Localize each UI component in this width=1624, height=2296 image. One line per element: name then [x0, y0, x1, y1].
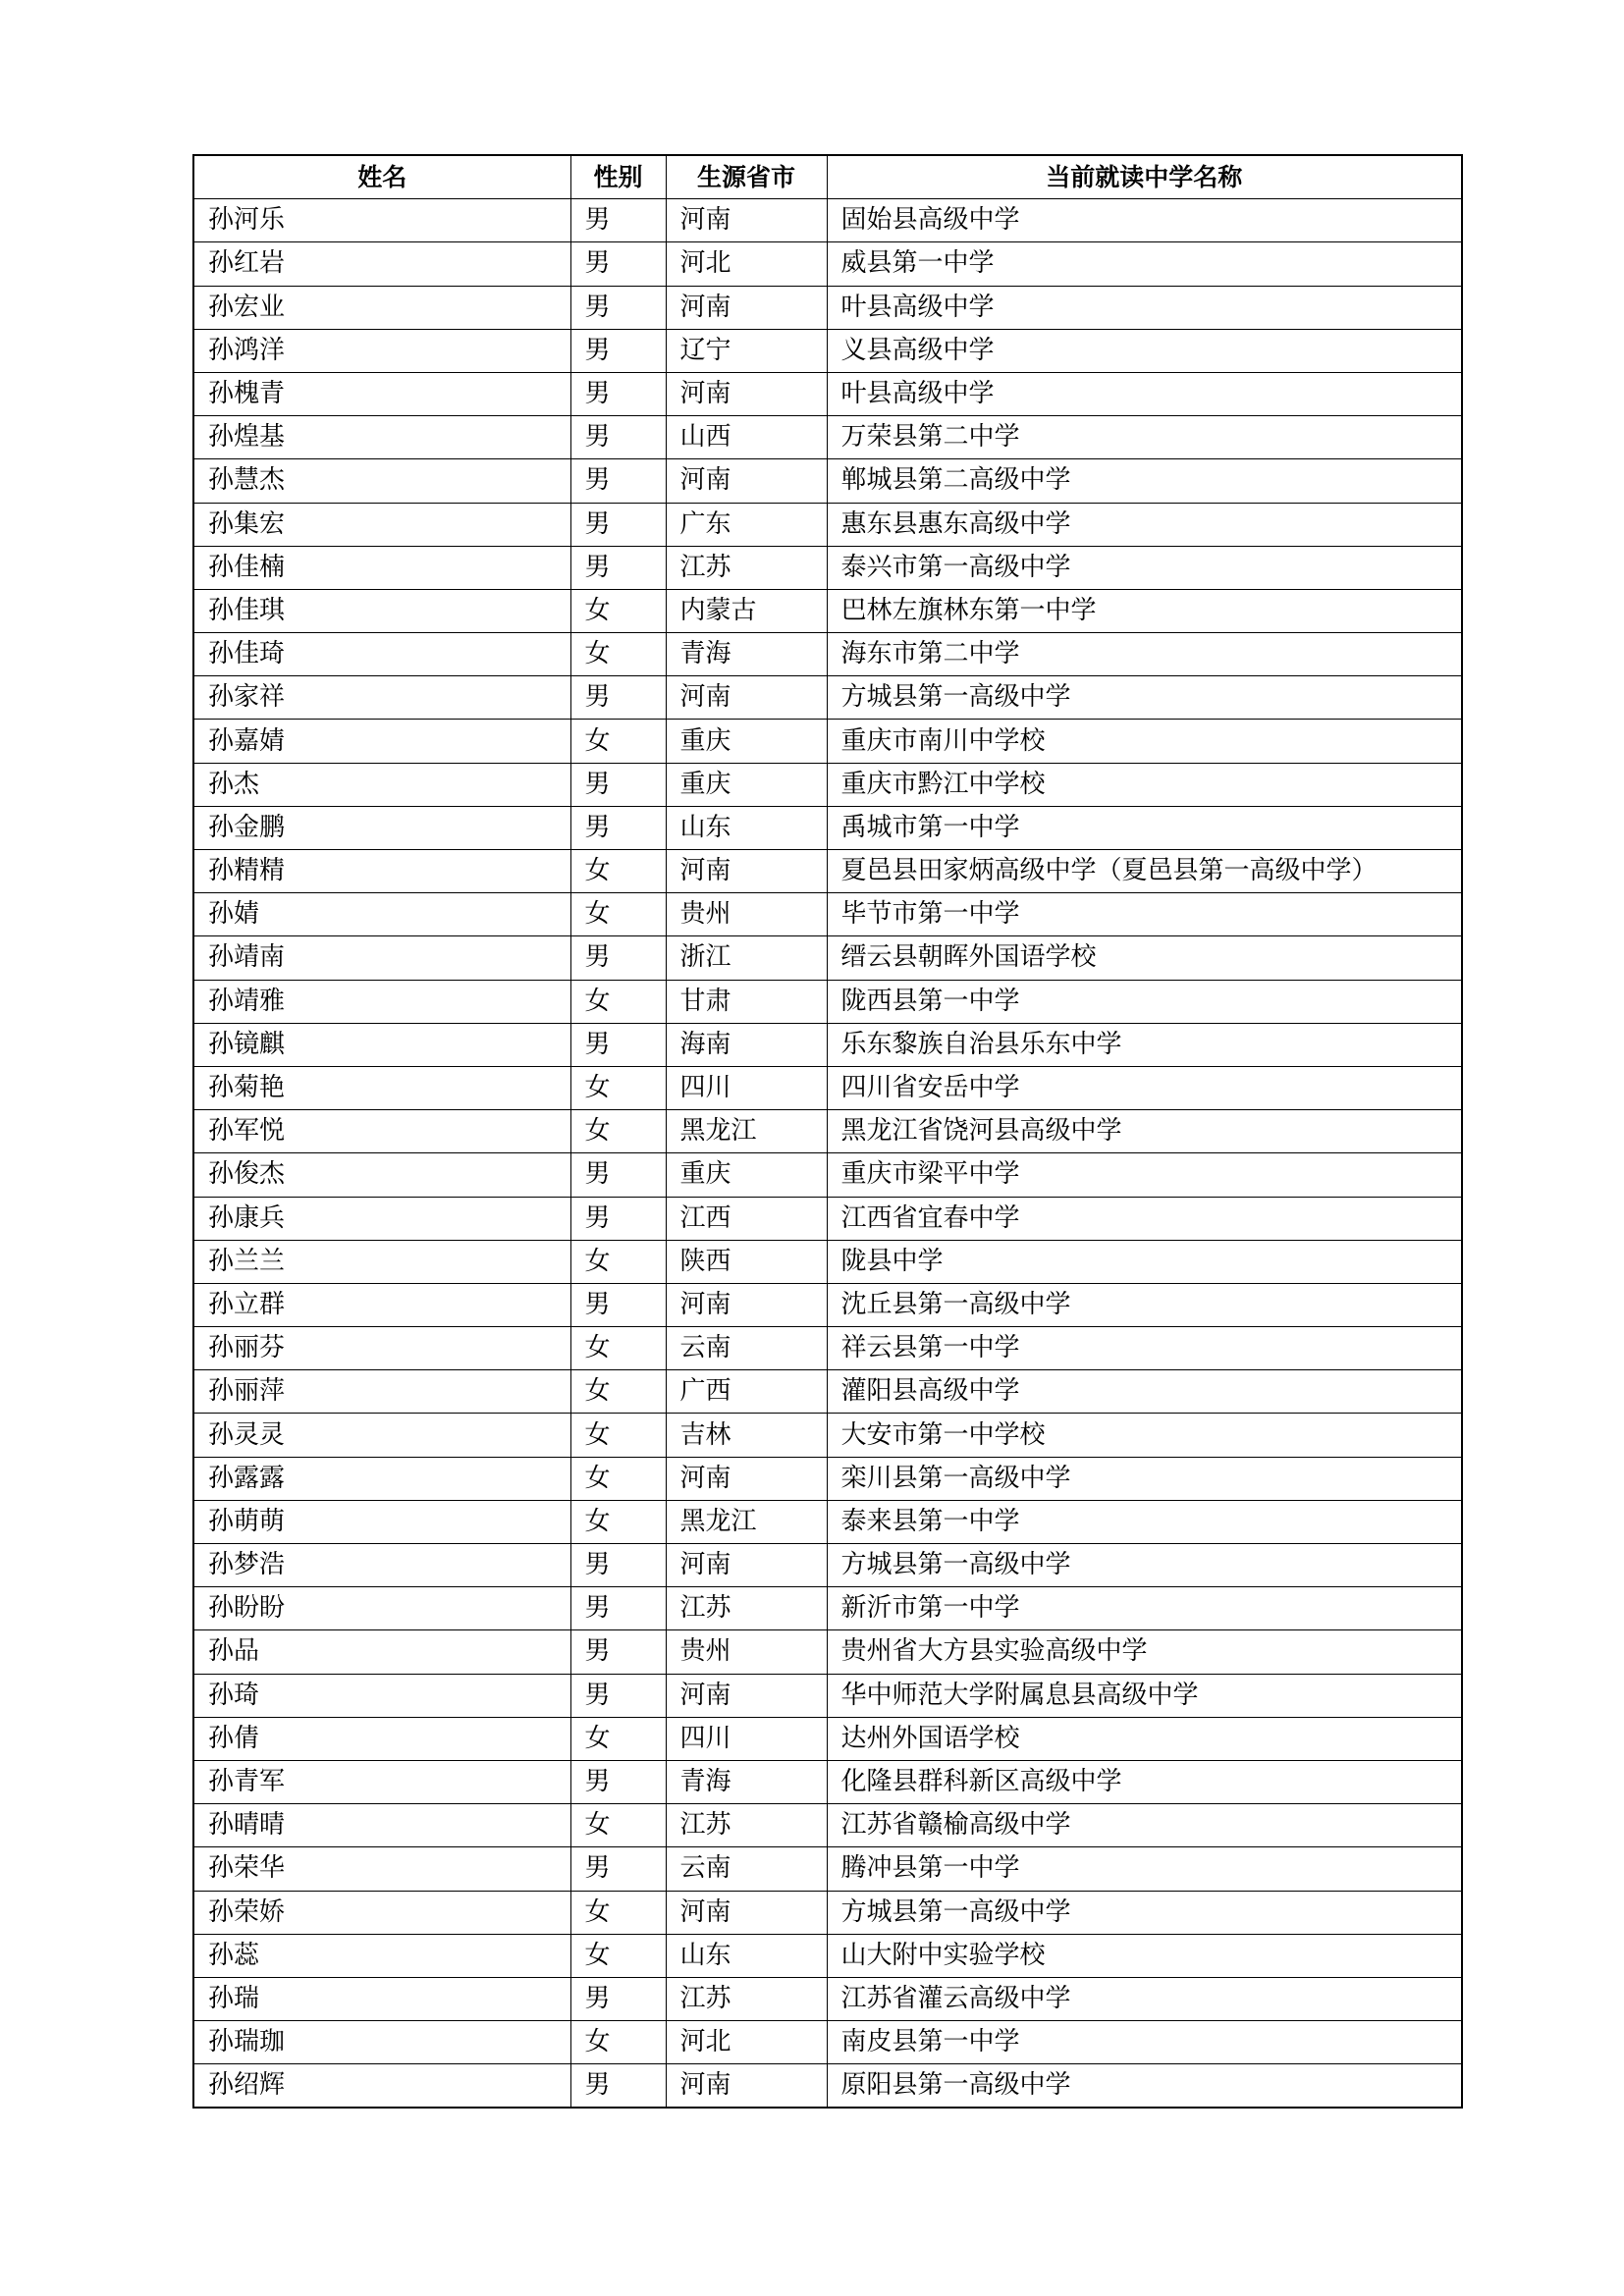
cell-gender: 男 [570, 806, 666, 849]
cell-school: 缙云县朝晖外国语学校 [827, 936, 1462, 980]
cell-gender: 男 [570, 1760, 666, 1803]
cell-school: 陇县中学 [827, 1240, 1462, 1283]
table-row [193, 1630, 1462, 1674]
cell-province: 江苏 [666, 546, 827, 589]
cell-gender: 女 [570, 893, 666, 936]
table-row [193, 936, 1462, 980]
table-row [193, 1804, 1462, 1847]
cell-school: 海东市第二中学 [827, 633, 1462, 676]
cell-name: 孙慧杰 [193, 459, 570, 503]
table-header [193, 155, 1462, 199]
cell-name: 孙佳琦 [193, 633, 570, 676]
cell-gender: 女 [570, 1414, 666, 1457]
cell-school: 毕节市第一中学 [827, 893, 1462, 936]
cell-province: 河南 [666, 1283, 827, 1326]
cell-province: 四川 [666, 1066, 827, 1109]
cell-school: 郸城县第二高级中学 [827, 459, 1462, 503]
cell-school: 沈丘县第一高级中学 [827, 1283, 1462, 1326]
cell-province: 山东 [666, 806, 827, 849]
cell-province: 云南 [666, 1327, 827, 1370]
cell-school: 黑龙江省饶河县高级中学 [827, 1110, 1462, 1153]
cell-name: 孙鸿洋 [193, 329, 570, 372]
cell-school: 重庆市黔江中学校 [827, 763, 1462, 806]
cell-school: 腾冲县第一中学 [827, 1847, 1462, 1891]
cell-gender: 男 [570, 763, 666, 806]
cell-school: 原阳县第一高级中学 [827, 2064, 1462, 2109]
cell-name: 孙槐青 [193, 372, 570, 415]
table-row [193, 1457, 1462, 1500]
table-row [193, 503, 1462, 546]
table-row [193, 1023, 1462, 1066]
table-row [193, 459, 1462, 503]
cell-province: 贵州 [666, 893, 827, 936]
cell-gender: 男 [570, 242, 666, 286]
table-row [193, 1283, 1462, 1326]
cell-name: 孙金鹏 [193, 806, 570, 849]
cell-province: 重庆 [666, 720, 827, 763]
cell-gender: 女 [570, 2021, 666, 2064]
cell-province: 广西 [666, 1370, 827, 1414]
table-row [193, 546, 1462, 589]
table-row [193, 1110, 1462, 1153]
cell-school: 江西省宜春中学 [827, 1197, 1462, 1240]
table-row [193, 1847, 1462, 1891]
cell-name: 孙宏业 [193, 286, 570, 329]
cell-province: 黑龙江 [666, 1110, 827, 1153]
cell-name: 孙军悦 [193, 1110, 570, 1153]
cell-gender: 男 [570, 416, 666, 459]
cell-school: 贵州省大方县实验高级中学 [827, 1630, 1462, 1674]
cell-province: 河北 [666, 2021, 827, 2064]
cell-name: 孙兰兰 [193, 1240, 570, 1283]
header-gender: 性别 [570, 155, 666, 199]
cell-name: 孙丽萍 [193, 1370, 570, 1414]
cell-name: 孙瑞珈 [193, 2021, 570, 2064]
table-row [193, 286, 1462, 329]
cell-school: 山大附中实验学校 [827, 1934, 1462, 1977]
cell-gender: 女 [570, 1457, 666, 1500]
table-row [193, 1977, 1462, 2020]
cell-school: 大安市第一中学校 [827, 1414, 1462, 1457]
cell-province: 辽宁 [666, 329, 827, 372]
cell-school: 栾川县第一高级中学 [827, 1457, 1462, 1500]
table-row [193, 199, 1462, 242]
cell-school: 惠东县惠东高级中学 [827, 503, 1462, 546]
cell-name: 孙煌基 [193, 416, 570, 459]
table-row [193, 416, 1462, 459]
cell-name: 孙琦 [193, 1674, 570, 1717]
table-row [193, 1414, 1462, 1457]
cell-name: 孙露露 [193, 1457, 570, 1500]
cell-name: 孙俊杰 [193, 1153, 570, 1197]
table-row [193, 1760, 1462, 1803]
table-row [193, 806, 1462, 849]
table-row [193, 1240, 1462, 1283]
cell-gender: 女 [570, 1717, 666, 1760]
cell-name: 孙河乐 [193, 199, 570, 242]
cell-school: 灌阳县高级中学 [827, 1370, 1462, 1414]
cell-name: 孙灵灵 [193, 1414, 570, 1457]
cell-name: 孙瑞 [193, 1977, 570, 2020]
cell-school: 夏邑县田家炳高级中学（夏邑县第一高级中学） [827, 850, 1462, 893]
header-school: 当前就读中学名称 [827, 155, 1462, 199]
cell-gender: 女 [570, 1110, 666, 1153]
cell-school: 万荣县第二中学 [827, 416, 1462, 459]
cell-school: 四川省安岳中学 [827, 1066, 1462, 1109]
cell-school: 重庆市南川中学校 [827, 720, 1462, 763]
cell-province: 贵州 [666, 1630, 827, 1674]
table-row [193, 2021, 1462, 2064]
cell-name: 孙集宏 [193, 503, 570, 546]
cell-gender: 男 [570, 1023, 666, 1066]
cell-gender: 男 [570, 503, 666, 546]
table-row [193, 1153, 1462, 1197]
cell-school: 叶县高级中学 [827, 372, 1462, 415]
cell-school: 方城县第一高级中学 [827, 1891, 1462, 1934]
cell-gender: 男 [570, 2064, 666, 2109]
cell-name: 孙红岩 [193, 242, 570, 286]
table-row [193, 676, 1462, 720]
cell-name: 孙盼盼 [193, 1587, 570, 1630]
cell-gender: 女 [570, 850, 666, 893]
cell-gender: 女 [570, 1066, 666, 1109]
table-row [193, 1717, 1462, 1760]
cell-school: 化隆县群科新区高级中学 [827, 1760, 1462, 1803]
cell-name: 孙佳楠 [193, 546, 570, 589]
cell-province: 重庆 [666, 1153, 827, 1197]
cell-province: 山西 [666, 416, 827, 459]
cell-province: 河南 [666, 850, 827, 893]
table-row [193, 242, 1462, 286]
cell-gender: 男 [570, 1847, 666, 1891]
cell-gender: 男 [570, 372, 666, 415]
table-row [193, 1066, 1462, 1109]
table-row [193, 329, 1462, 372]
table-row [193, 720, 1462, 763]
cell-province: 海南 [666, 1023, 827, 1066]
table-row [193, 763, 1462, 806]
cell-province: 江苏 [666, 1977, 827, 2020]
table-row [193, 980, 1462, 1023]
table-row [193, 893, 1462, 936]
cell-name: 孙萌萌 [193, 1500, 570, 1543]
cell-school: 巴林左旗林东第一中学 [827, 589, 1462, 632]
cell-school: 固始县高级中学 [827, 199, 1462, 242]
cell-province: 河南 [666, 199, 827, 242]
cell-province: 河南 [666, 1674, 827, 1717]
cell-gender: 女 [570, 633, 666, 676]
cell-name: 孙靖雅 [193, 980, 570, 1023]
cell-school: 江苏省赣榆高级中学 [827, 1804, 1462, 1847]
cell-school: 方城县第一高级中学 [827, 1544, 1462, 1587]
cell-province: 江西 [666, 1197, 827, 1240]
cell-name: 孙品 [193, 1630, 570, 1674]
cell-name: 孙晴晴 [193, 1804, 570, 1847]
cell-school: 江苏省灌云高级中学 [827, 1977, 1462, 2020]
cell-gender: 女 [570, 720, 666, 763]
cell-school: 陇西县第一中学 [827, 980, 1462, 1023]
table-row [193, 1674, 1462, 1717]
cell-name: 孙嘉婧 [193, 720, 570, 763]
cell-name: 孙立群 [193, 1283, 570, 1326]
cell-province: 黑龙江 [666, 1500, 827, 1543]
cell-province: 河南 [666, 676, 827, 720]
cell-name: 孙荣华 [193, 1847, 570, 1891]
table-row [193, 633, 1462, 676]
cell-school: 泰来县第一中学 [827, 1500, 1462, 1543]
table-row [193, 1370, 1462, 1414]
cell-province: 广东 [666, 503, 827, 546]
cell-gender: 男 [570, 329, 666, 372]
cell-province: 江苏 [666, 1587, 827, 1630]
cell-name: 孙靖南 [193, 936, 570, 980]
table-row [193, 1934, 1462, 1977]
table-row [193, 2064, 1462, 2109]
cell-gender: 女 [570, 1370, 666, 1414]
cell-name: 孙精精 [193, 850, 570, 893]
cell-province: 河南 [666, 1544, 827, 1587]
cell-gender: 男 [570, 459, 666, 503]
cell-province: 重庆 [666, 763, 827, 806]
cell-school: 华中师范大学附属息县高级中学 [827, 1674, 1462, 1717]
cell-province: 青海 [666, 1760, 827, 1803]
cell-school: 威县第一中学 [827, 242, 1462, 286]
cell-gender: 男 [570, 1283, 666, 1326]
header-row [193, 155, 1462, 199]
cell-gender: 男 [570, 286, 666, 329]
cell-name: 孙蕊 [193, 1934, 570, 1977]
cell-province: 内蒙古 [666, 589, 827, 632]
table-row [193, 1327, 1462, 1370]
table-row [193, 1587, 1462, 1630]
cell-province: 河南 [666, 459, 827, 503]
cell-gender: 男 [570, 1977, 666, 2020]
cell-name: 孙荣娇 [193, 1891, 570, 1934]
cell-name: 孙杰 [193, 763, 570, 806]
cell-gender: 男 [570, 1153, 666, 1197]
table-row [193, 1544, 1462, 1587]
cell-name: 孙菊艳 [193, 1066, 570, 1109]
cell-gender: 女 [570, 1327, 666, 1370]
cell-province: 河南 [666, 1457, 827, 1500]
cell-school: 南皮县第一中学 [827, 2021, 1462, 2064]
table-body [193, 199, 1462, 2109]
table-row [193, 1500, 1462, 1543]
cell-school: 叶县高级中学 [827, 286, 1462, 329]
header-province: 生源省市 [666, 155, 827, 199]
table-row [193, 589, 1462, 632]
cell-province: 青海 [666, 633, 827, 676]
header-name: 姓名 [193, 155, 570, 199]
cell-province: 甘肃 [666, 980, 827, 1023]
cell-school: 新沂市第一中学 [827, 1587, 1462, 1630]
cell-name: 孙青军 [193, 1760, 570, 1803]
cell-province: 陕西 [666, 1240, 827, 1283]
cell-school: 方城县第一高级中学 [827, 676, 1462, 720]
cell-school: 泰兴市第一高级中学 [827, 546, 1462, 589]
cell-name: 孙家祥 [193, 676, 570, 720]
cell-gender: 男 [570, 676, 666, 720]
cell-gender: 女 [570, 1500, 666, 1543]
cell-name: 孙梦浩 [193, 1544, 570, 1587]
cell-gender: 男 [570, 1544, 666, 1587]
cell-name: 孙佳琪 [193, 589, 570, 632]
table-row [193, 372, 1462, 415]
cell-name: 孙康兵 [193, 1197, 570, 1240]
cell-province: 吉林 [666, 1414, 827, 1457]
cell-province: 河南 [666, 372, 827, 415]
table-row [193, 850, 1462, 893]
cell-gender: 女 [570, 1240, 666, 1283]
student-roster-table [192, 154, 1463, 2109]
cell-gender: 男 [570, 1674, 666, 1717]
cell-province: 四川 [666, 1717, 827, 1760]
cell-gender: 女 [570, 1891, 666, 1934]
cell-school: 乐东黎族自治县乐东中学 [827, 1023, 1462, 1066]
cell-school: 禹城市第一中学 [827, 806, 1462, 849]
cell-province: 云南 [666, 1847, 827, 1891]
cell-school: 重庆市梁平中学 [827, 1153, 1462, 1197]
table-row [193, 1891, 1462, 1934]
cell-gender: 男 [570, 1197, 666, 1240]
cell-name: 孙倩 [193, 1717, 570, 1760]
cell-province: 山东 [666, 1934, 827, 1977]
cell-gender: 女 [570, 589, 666, 632]
cell-school: 祥云县第一中学 [827, 1327, 1462, 1370]
cell-gender: 男 [570, 546, 666, 589]
cell-gender: 女 [570, 1934, 666, 1977]
cell-province: 河南 [666, 2064, 827, 2109]
cell-school: 达州外国语学校 [827, 1717, 1462, 1760]
cell-name: 孙绍辉 [193, 2064, 570, 2109]
cell-province: 河南 [666, 286, 827, 329]
table-row [193, 1197, 1462, 1240]
cell-name: 孙丽芬 [193, 1327, 570, 1370]
cell-name: 孙婧 [193, 893, 570, 936]
cell-gender: 女 [570, 1804, 666, 1847]
cell-school: 义县高级中学 [827, 329, 1462, 372]
cell-province: 河南 [666, 1891, 827, 1934]
cell-gender: 男 [570, 199, 666, 242]
cell-gender: 男 [570, 1587, 666, 1630]
cell-gender: 女 [570, 980, 666, 1023]
cell-province: 浙江 [666, 936, 827, 980]
cell-name: 孙镜麒 [193, 1023, 570, 1066]
cell-gender: 男 [570, 936, 666, 980]
cell-province: 河北 [666, 242, 827, 286]
cell-province: 江苏 [666, 1804, 827, 1847]
cell-gender: 男 [570, 1630, 666, 1674]
